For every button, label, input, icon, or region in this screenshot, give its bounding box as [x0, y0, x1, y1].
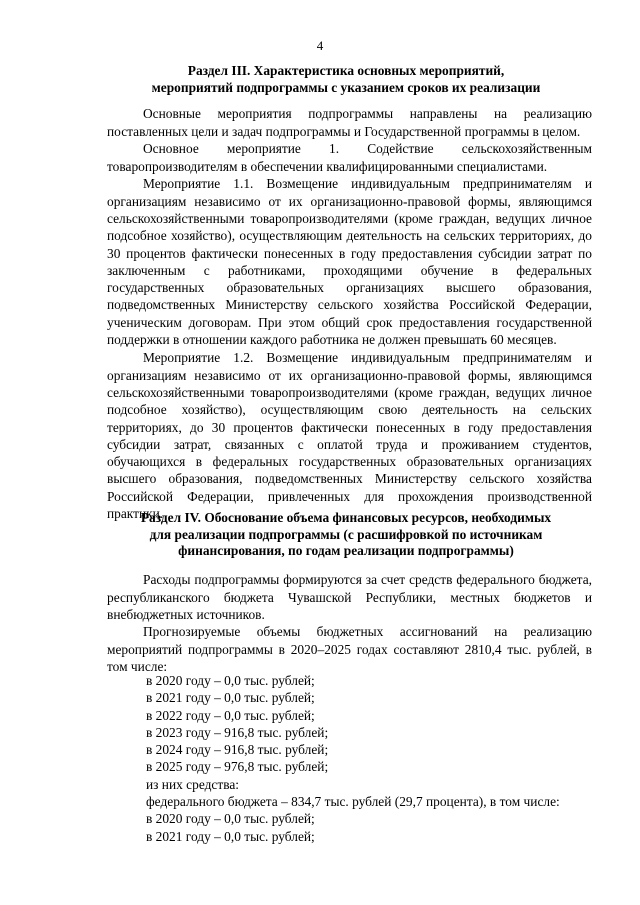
of-which-label: из них средства:: [146, 776, 240, 792]
section4-title-line2: для реализации подпрограммы (с расшифровкой по источникам: [149, 526, 543, 542]
page-number: 4: [316, 38, 324, 53]
list-item: в 2021 году – 0,0 тыс. рублей;: [146, 828, 315, 844]
list-item: в 2023 году – 916,8 тыс. рублей;: [146, 724, 329, 740]
years-total-list: [146, 672, 596, 845]
list-item: в 2025 году – 976,8 тыс. рублей;: [146, 759, 329, 775]
section4-paragraph-1: Расходы подпрограммы формируются за счет средств федерального бюджета, республиканского бюджета Чувашской Республики, местных бюджетов и внебюджетных источников.: [107, 572, 592, 622]
section3-title-line1: Раздел III. Характеристика основных мероприятий,: [187, 63, 505, 78]
section3-paragraph-4: Мероприятие 1.2. Возмещение индивидуальным предпринимателям и организациям независимо от их организационно-правовой формы, являющимся сельскохозяйственными товаропроизводителями (кроме граждан, ведущих личное подсобное хозяйство), осуществляющим свою деятельность на сельских территориях, до 30 процентов фактически понесенных в году предоставления субсидии затрат, связанных с оплатой труда и проживанием студентов, обучающихся в федеральных государственных образовательных организациях высшего образования, подведомственных Министерству сельского хозяйства Российской Федерации, привлеченных для прохождения производственной практики.: [107, 350, 592, 522]
section3-paragraph-3: Мероприятие 1.1. Возмещение индивидуальным предпринимателям и организациям независимо от их организационно-правовой формы, являющимся сельскохозяйственными товаропроизводителями (кроме граждан, ведущих личное подсобное хозяйство), осуществляющим деятельность на сельских территориях, до 30 процентов фактически понесенных в году предоставления субсидии затрат по заключенным с работниками, проходящими обучение в федеральных государственных образовательных организациях высшего образования, подведомственных Министерству сельского хозяйства Российской Федерации, ученическим договорам. При этом общий срок предоставления государственной поддержки в отношении каждого работника не должен превышать 60 месяцев.: [107, 176, 592, 348]
section4-title-line1: Раздел IV. Обоснование объема финансовых ресурсов, необходимых: [140, 510, 552, 525]
section4-title-line3: финансирования, по годам реализации подпрограммы): [178, 543, 514, 558]
section3-heading: [100, 63, 592, 96]
list-item: в 2021 году – 0,0 тыс. рублей;: [146, 690, 315, 706]
section3-paragraph-1: Основные мероприятия подпрограммы направлены на реализацию поставленных цели и задач подпрограммы и Государственной программы в целом.: [107, 106, 592, 139]
list-item: в 2020 году – 0,0 тыс. рублей;: [146, 673, 315, 688]
section3-title-line2: мероприятий подпрограммы с указанием сроков их реализации: [151, 79, 541, 95]
section3-paragraph-2: Основное мероприятие 1. Содействие сельскохозяйственным товаропроизводителям в обеспечении квалифицированными специалистами.: [107, 141, 592, 174]
list-item: в 2022 году – 0,0 тыс. рублей;: [146, 707, 315, 723]
federal-budget-line: федерального бюджета – 834,7 тыс. рублей (29,7 процента), в том числе:: [146, 794, 560, 810]
list-item: в 2020 году – 0,0 тыс. рублей;: [146, 811, 315, 827]
list-item: в 2024 году – 916,8 тыс. рублей;: [146, 742, 329, 758]
section4-paragraph-2: Прогнозируемые объемы бюджетных ассигнований на реализацию мероприятий подпрограммы в 2020–2025 годах составляют 2810,4 тыс. рублей, в том числе:: [107, 624, 592, 674]
section4-heading: [100, 510, 592, 560]
